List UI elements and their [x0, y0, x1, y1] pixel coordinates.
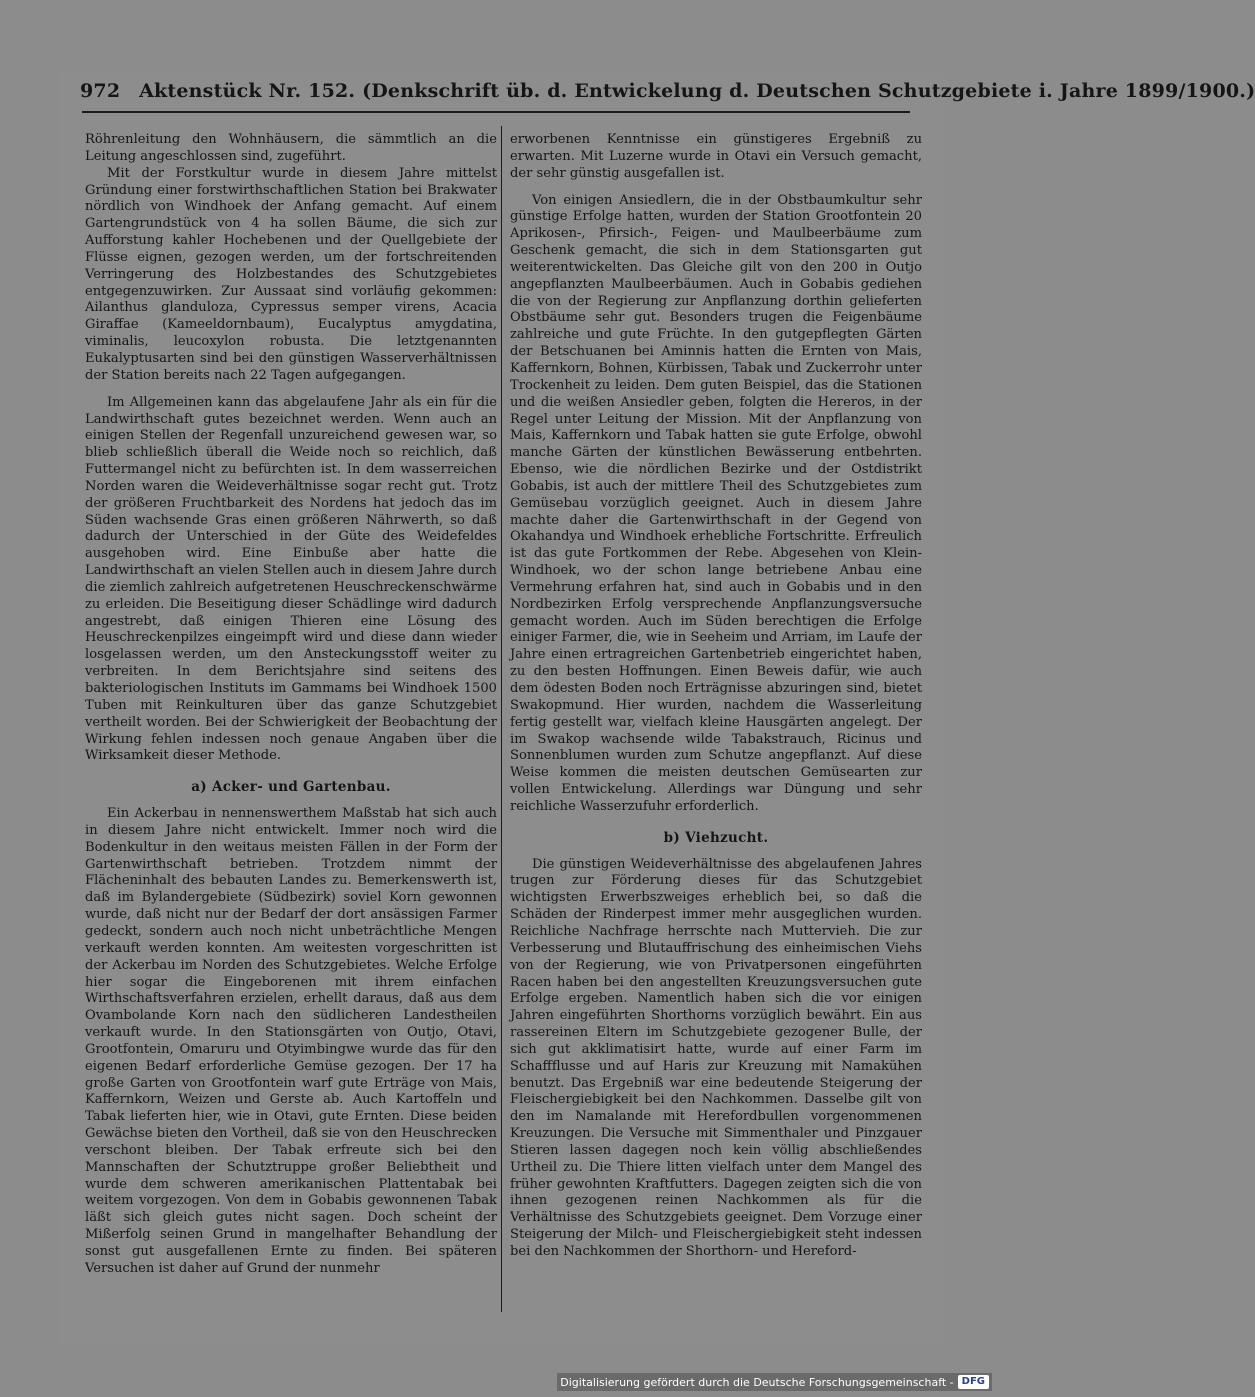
- column-divider: [501, 126, 502, 1312]
- page-number: 972: [80, 80, 121, 102]
- section-heading: a) Acker- und Gartenbau.: [191, 779, 391, 796]
- page-header: [80, 80, 1255, 106]
- footer-credit: [557, 1373, 992, 1391]
- paragraph: Mit der Forstkultur wurde in diesem Jahre mittelst Gründung einer forstwirthschaftlichen Station bei Brakwater nördlich von Windhoek der Anfang gemacht. Auf einem Gartengrundstück von 4 ha sollen Bäume, die sich zur Aufforstung kahler Hochebenen und der Quellgebiete der Flüsse eignen, gezogen werden, um der fortschreitenden Verringerung des Holzbestandes des Schutzgebietes entgegenzuwirken. Zur Aussaat sind vorläufig gekommen: Ailanthus glanduloza, Cypressus semper virens, Acacia Giraffae (Kameeldornbaum), Eucalyptus amygdatina, viminalis, leucoxylon robusta. Die letztgenannten Eukalyptusarten sind bei den günstigen Wasserverhältnissen der Station bereits nach 22 Tagen aufgegangen.: [85, 165, 497, 383]
- dfg-logo[interactable]: DFG: [958, 1375, 989, 1389]
- left-column: [85, 132, 497, 1278]
- paragraph-gap: [85, 385, 497, 395]
- paragraph: Die günstigen Weideverhältnisse des abgelaufenen Jahres trugen zur Förderung dieses für das Schutzgebiet wichtigsten Erwerbszweiges erheblich bei, so daß die Schäden der Rinderpest immer mehr ausgeglichen wurden. Reichliche Nachfrage herrschte nach Muttervieh. Die zur Verbesserung und Blutauffrischung des einheimischen Viehs von der Regierung, wie von Privatpersonen eingeführten Racen haben bei den angestellten Kreuzungsversuchen gute Erfolge ergeben. Namentlich haben sich die vor einigen Jahren eingeführten Shorthorns vorzüglich bewährt. Ein aus rassereinen Eltern im Schutzgebiete gezogener Bulle, der sich gut akklimatisirt hatte, wurde auf einer Farm im Schaffflusse und auf Haris zur Kreuzung mit Namakühen benutzt. Das Ergebniß war eine bedeutende Steigerung der Fleischergiebigkeit bei den Nachkommen. Dasselbe gilt von den im Namalande mit Herefordbullen vorgenommenen Kreuzungen. Die Versuche mit Simmenthaler und Pinzgauer Stieren lassen dagegen noch kein völlig abschließendes Urtheil zu. Die Thiere litten vielfach unter dem Mangel des früher gewohnten Kraftfutters. Dagegen zeigten sich die von ihnen gezogenen reinen Nachkommen als für die Verhältnisse des Schutzgebiets geeignet. Dem Vorzuge einer Steigerung der Milch- und Fleischergiebigkeit steht indessen bei den Nachkommen der Shorthorn- und Hereford-: [510, 856, 922, 1259]
- paragraph: Von einigen Ansiedlern, die in der Obstbaumkultur sehr günstige Erfolge hatten, wurden der Station Grootfontein 20 Aprikosen-, Pfirsich-, Feigen- und Maulbeerbäume zum Geschenk gemacht, die sich in dem Stationsgarten gut weiterentwickelten. Das Gleiche gilt von den 200 in Outjo angepflanzten Maulbeerbäumen. Auch in Gobabis gediehen die von der Regierung zur Anpflanzung dorthin gelieferten Obstbäume sehr gut. Besonders trugen die Feigenbäume zahlreiche und gute Früchte. In den gutgepflegten Gärten der Betschuanen bei Aminnis hatten die Ernten von Mais, Kaffernkorn, Bohnen, Kürbissen, Tabak und Zuckerrohr unter Trockenheit zu leiden. Dem guten Beispiel, das die Stationen und die weißen Ansiedler geben, folgten die Hereros, in der Regel unter Leitung der Mission. Mit der Anpflanzung von Mais, Kaffernkorn und Tabak hatten sie gute Erfolge, obwohl manche Gärten der künstlichen Bewässerung entbehrten. Ebenso, wie die nördlichen Bezirke und der Ostdistrikt Gobabis, ist auch der mittlere Theil des Schutzgebietes zum Gemüsebau vorzüglich geeignet. Auch in diesem Jahre machte daher die Gartenwirthschaft in der Gegend von Okahandya und Windhoek erhebliche Fortschritte. Erfreulich ist das gute Fortkommen der Rebe. Abgesehen von Klein-Windhoek, wo der schon lange betriebene Anbau eine Vermehrung erfahren hat, sind auch in Gobabis und in den Nordbezirken Erfolg versprechende Anpflanzungsversuche gemacht worden. Auch im Süden berechtigen die Erfolge einiger Farmer, die, wie in Seeheim und Arriam, im Laufe der Jahre einen ertragreichen Gartenbetrieb eingerichtet haben, zu den besten Hoffnungen. Einen Beweis dafür, wie auch dem ödesten Boden noch Erträgnisse abzuringen sind, bietet Swakopmund. Hier wurden, nachdem die Wasserleitung fertig gestellt war, vielfach kleine Hausgärten angelegt. Der im Swakop wachsende wilde Tabakstrauch, Ricinus und Sonnenblumen wurden zum Schutze angepflanzt. Auf diese Weise kommen die meisten deutschen Gemüsearten zur vollen Entwickelung. Allerdings war Düngung und sehr reichliche Wasserzufuhr erforderlich.: [510, 192, 922, 814]
- header-rule: [82, 111, 910, 113]
- paragraph: Röhrenleitung den Wohnhäusern, die sämmtlich an die Leitung angeschlossen sind, zugeführt.: [85, 132, 497, 164]
- section-heading: b) Viehzucht.: [663, 829, 769, 846]
- running-title: Aktenstück Nr. 152. (Denkschrift üb. d. Entwickelung d. Deutschen Schutzgebiete i. Jahre 1899/1900.): [139, 80, 1255, 102]
- paragraph-gap: [510, 183, 922, 193]
- right-column: [510, 132, 922, 1261]
- paragraph: erworbenen Kenntnisse ein günstigeres Ergebniß zu erwarten. Mit Luzerne wurde in Otavi ein Versuch gemacht, der sehr günstig ausgefallen ist.: [510, 132, 922, 181]
- paragraph: Ein Ackerbau in nennenswerthem Maßstab hat sich auch in diesem Jahre nicht entwickelt. Immer noch wird die Bodenkultur in den weitaus meisten Fällen in der Form der Gartenwirthschaft betrieben. Trotzdem nimmt der Flächeninhalt des bebauten Landes zu. Bemerkenswerth ist, daß im Bylandergebiete (Südbezirk) soviel Korn gewonnen wurde, daß nicht nur der Bedarf der dort ansässigen Farmer gedeckt, sondern auch noch nicht unbeträchtliche Mengen verkauft werden konnten. Am weitesten vorgeschritten ist der Ackerbau im Norden des Schutzgebietes. Welche Erfolge hier sogar die Eingeborenen mit ihrem einfachen Wirthschaftsverfahren erzielen, erhellt daraus, daß aus dem Ovambolande Korn nach den südlicheren Landestheilen verkauft wurde. In den Stationsgärten von Outjo, Otavi, Grootfontein, Omaruru und Otyimbingwe wurde das für den eigenen Bedarf erforderliche Gemüse gezogen. Der 17 ha große Garten von Grootfontein warf gute Erträge von Mais, Kaffernkorn, Weizen und Gerste ab. Auch Kartoffeln und Tabak lieferten hier, wie in Otavi, gute Ernten. Diese beiden Gewächse bieten den Vortheil, daß sie von den Heuschrecken verschont bleiben. Der Tabak erfreute sich bei den Mannschaften der Schutztruppe großer Beliebtheit und wurde dem schweren amerikanischen Plattentabak bei weitem vorgezogen. Von dem in Gobabis gewonnenen Tabak läßt sich gleich gutes nicht sagen. Doch scheint der Mißerfolg seinen Grund in mangelhafter Behandlung der sonst gut ausgefallenen Ernte zu finden. Bei späteren Versuchen ist daher auf Grund der nunmehr: [85, 806, 497, 1276]
- paragraph: Im Allgemeinen kann das abgelaufene Jahr als ein für die Landwirthschaft gutes bezeichnet werden. Wenn auch an einigen Stellen der Regenfall unzureichend gewesen war, so blieb schließlich überall die Weide noch so reichlich, daß Futtermangel nicht zu befürchten ist. In dem wasserreichen Norden waren die Weideverhältnisse sogar recht gut. Trotz der größeren Fruchtbarkeit des Nordens hat jedoch das im Süden wachsende Gras einen größeren Nährwerth, so daß dadurch der Unterschied in der Güte des Weidefeldes ausgehoben wird. Eine Einbuße aber hatte die Landwirthschaft an vielen Stellen auch in diesem Jahre durch die ziemlich zahlreich aufgetretenen Heuschreckenschwärme zu erleiden. Die Beseitigung dieser Schädlinge wird dadurch angestrebt, daß einigen Thieren eine Lösung des Heuschreckenpilzes eingeimpft wird und diese dann wieder losgelassen werden, um den Ansteckungsstoff weiter zu verbreiten. In dem Berichtsjahre sind seitens des bakteriologischen Instituts im Gammams bei Windhoek 1500 Tuben mit Reinkulturen über das ganze Schutzgebiet vertheilt worden. Bei der Schwierigkeit der Beobachtung der Wirkung fehlen indessen noch genaue Angaben über die Wirksamkeit dieser Methode.: [85, 394, 497, 764]
- footer-text: Digitalisierung gefördert durch die Deutsche Forschungsgemeinschaft -: [560, 1375, 954, 1389]
